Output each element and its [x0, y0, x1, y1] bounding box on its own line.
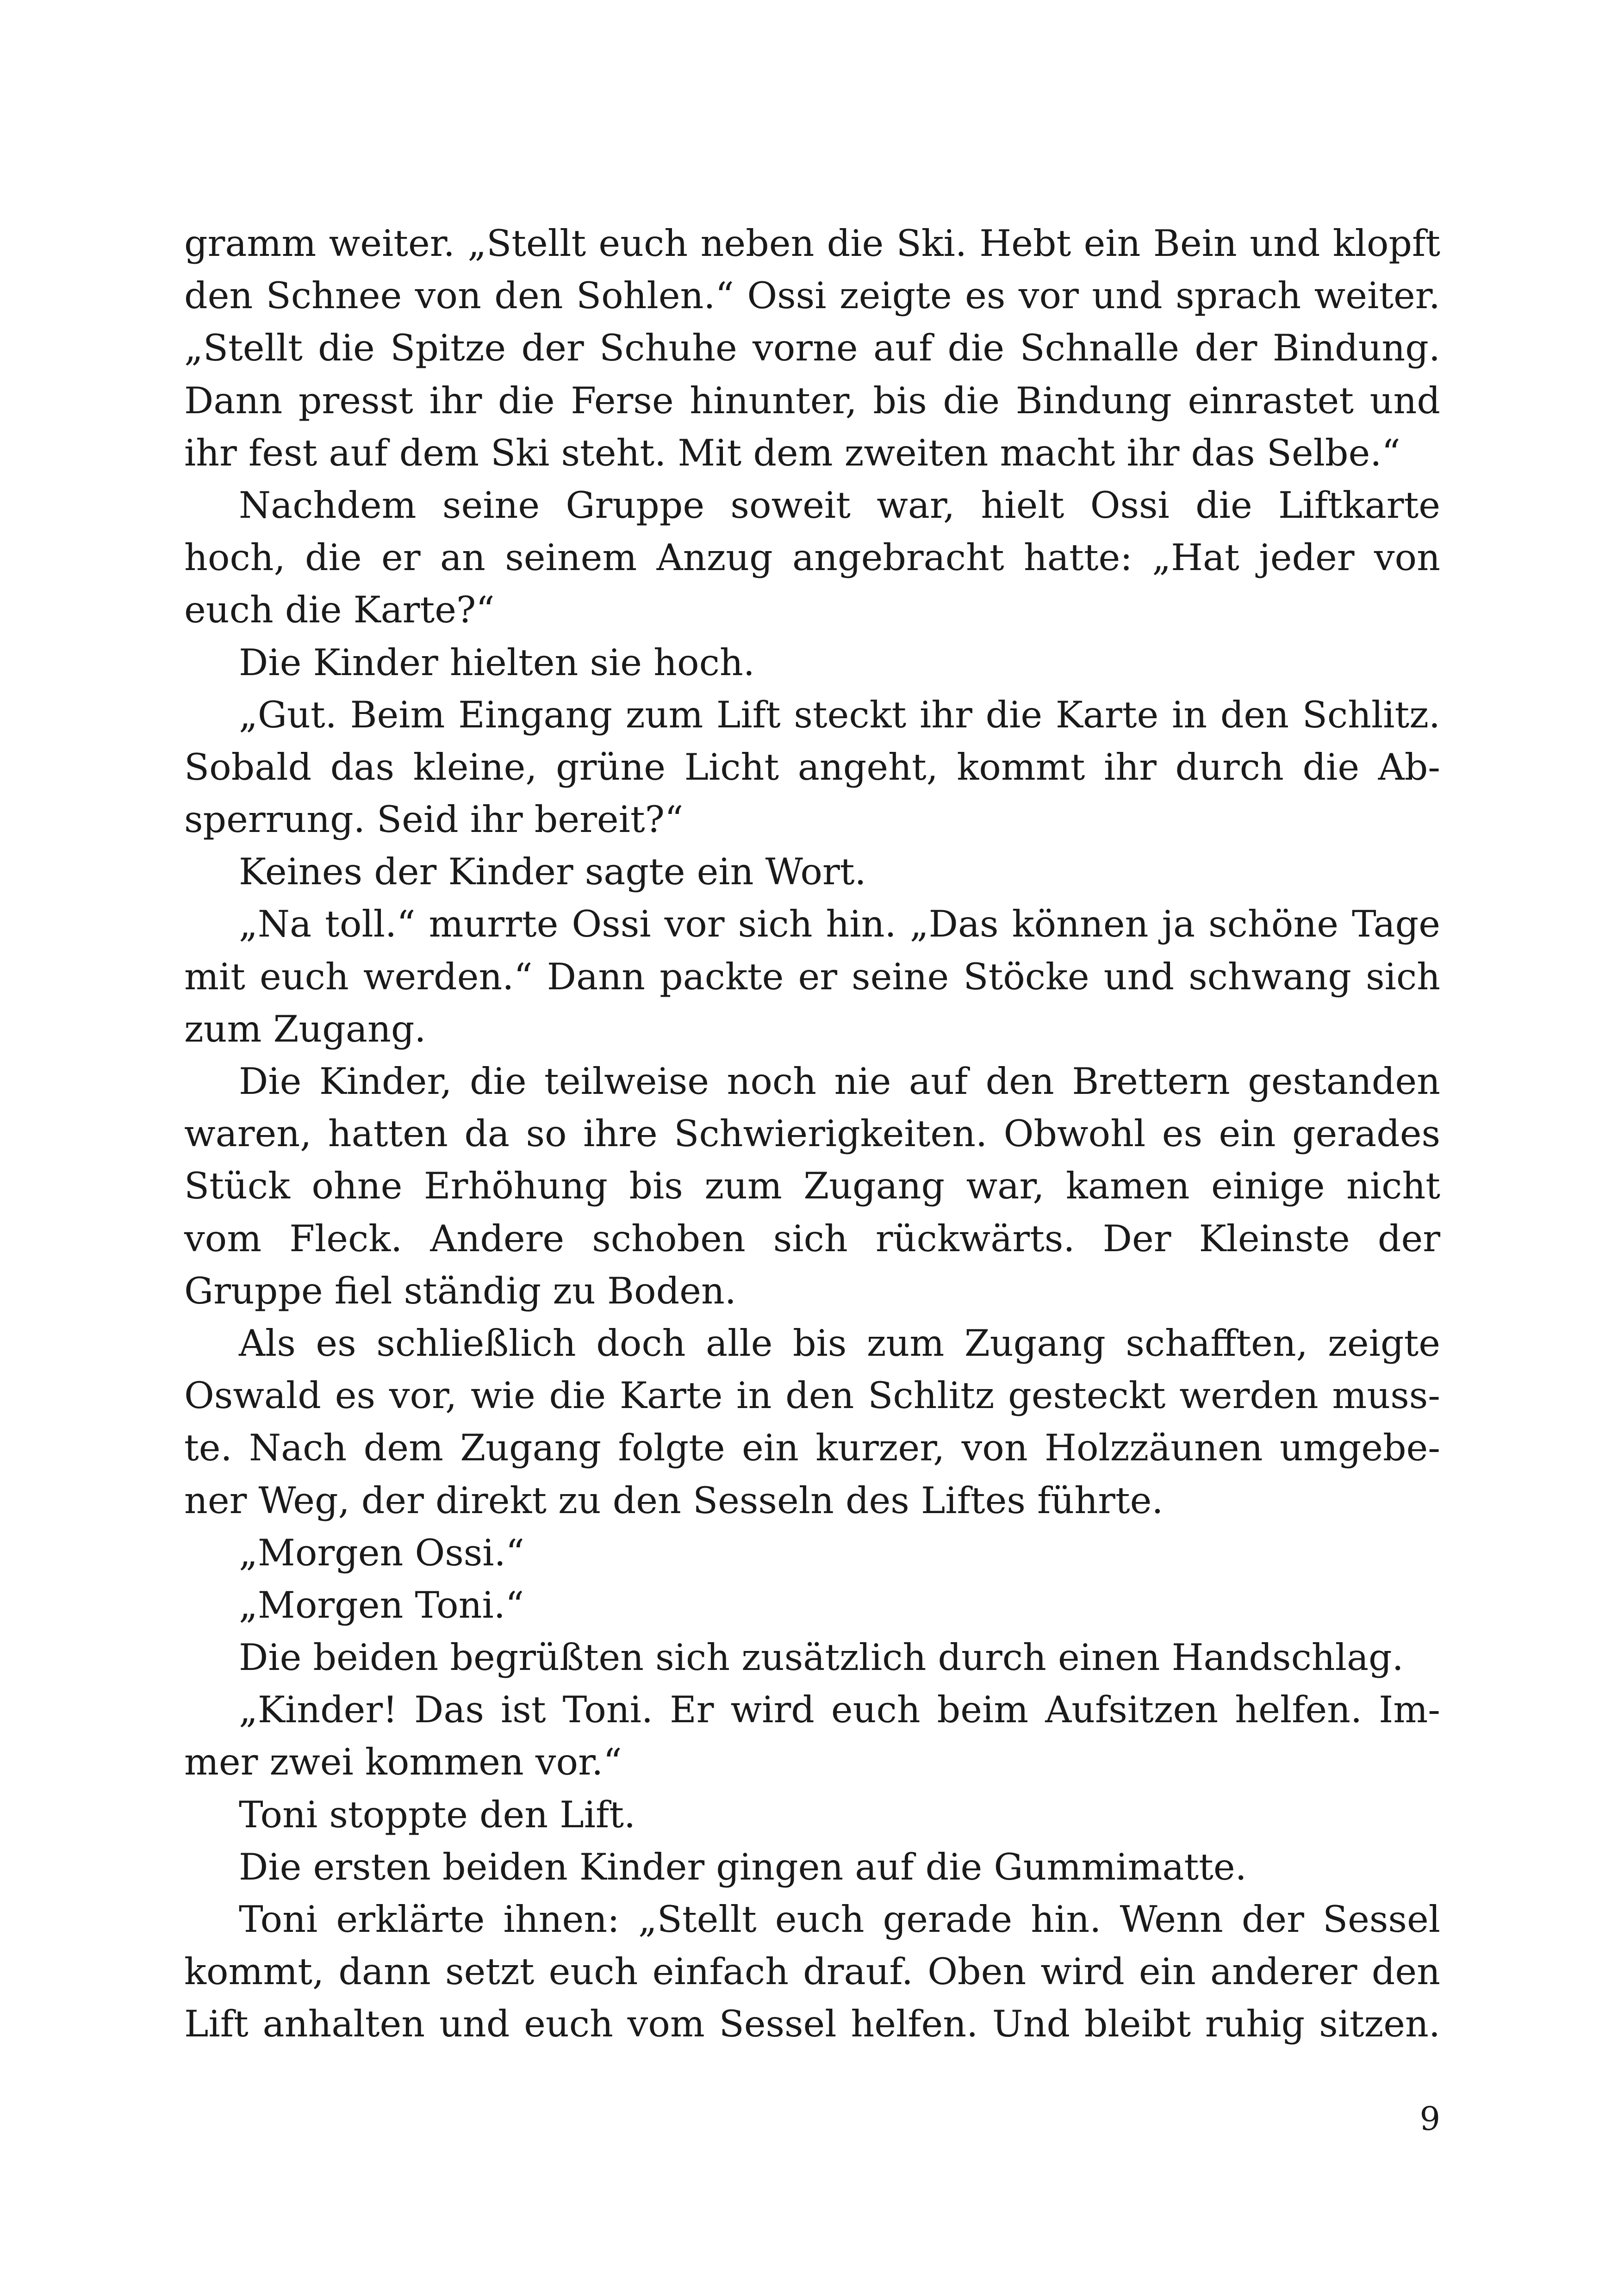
- text-line: Die Kinder hielten sie hoch.: [239, 641, 755, 684]
- body-text: [184, 217, 1440, 2051]
- text-line: Nachdem seine Gruppe soweit war, hielt Ossi die Liftkarte: [239, 484, 1440, 527]
- text-line: te. Nach dem Zugang folgte ein kurzer, von Holzzäunen umgebe-: [184, 1427, 1440, 1470]
- text-line: Sobald das kleine, grüne Licht angeht, kommt ihr durch die Ab-: [184, 745, 1440, 788]
- text-line: vom Fleck. Andere schoben sich rückwärts. Der Kleinste der: [184, 1217, 1440, 1260]
- text-line: mit euch werden.“ Dann packte er seine Stöcke und schwang sich: [184, 955, 1440, 998]
- text-line: „Stellt die Spitze der Schuhe vorne auf die Schnalle der Bindung.: [184, 327, 1440, 370]
- text-line: hoch, die er an seinem Anzug angebracht hatte: „Hat jeder von: [184, 536, 1440, 579]
- text-line: ner Weg, der direkt zu den Sesseln des Liftes führte.: [184, 1479, 1164, 1522]
- text-line: den Schnee von den Sohlen.“ Ossi zeigte es vor und sprach weiter.: [184, 274, 1440, 317]
- text-line: „Na toll.“ murrte Ossi vor sich hin. „Das können ja schöne Tage: [239, 903, 1440, 946]
- text-line: Lift anhalten und euch vom Sessel helfen. Und bleibt ruhig sitzen.: [184, 2003, 1440, 2046]
- text-line: „Kinder! Das ist Toni. Er wird euch beim Aufsitzen helfen. Im-: [239, 1688, 1440, 1731]
- page-number: 9: [1419, 2100, 1440, 2138]
- text-line: kommt, dann setzt euch einfach drauf. Oben wird ein anderer den: [184, 1950, 1440, 1993]
- text-line: „Gut. Beim Eingang zum Lift steckt ihr die Karte in den Schlitz.: [239, 693, 1440, 736]
- text-line: ihr fest auf dem Ski steht. Mit dem zweiten macht ihr das Selbe.“: [184, 431, 1400, 474]
- text-line: Dann presst ihr die Ferse hinunter, bis die Bindung einrastet und: [184, 379, 1440, 422]
- text-line: „Morgen Toni.“: [239, 1583, 524, 1626]
- text-line: Die beiden begrüßten sich zusätzlich durch einen Handschlag.: [239, 1636, 1404, 1679]
- text-line: sperrung. Seid ihr bereit?“: [184, 798, 684, 841]
- text-line: euch die Karte?“: [184, 589, 495, 632]
- text-line: mer zwei kommen vor.“: [184, 1741, 622, 1784]
- text-line: „Morgen Ossi.“: [239, 1531, 525, 1574]
- text-line: Keines der Kinder sagte ein Wort.: [239, 850, 866, 894]
- text-line: zum Zugang.: [184, 1007, 426, 1050]
- text-line: Toni stoppte den Lift.: [239, 1793, 636, 1836]
- text-line: Die ersten beiden Kinder gingen auf die Gummimatte.: [239, 1845, 1247, 1888]
- text-line: Toni erklärte ihnen: „Stellt euch gerade hin. Wenn der Sessel: [239, 1898, 1440, 1941]
- text-line: Die Kinder, die teilweise noch nie auf den Brettern gestanden: [239, 1060, 1440, 1103]
- text-line: waren, hatten da so ihre Schwierigkeiten. Obwohl es ein gerades: [184, 1112, 1440, 1155]
- text-line: Gruppe fiel ständig zu Boden.: [184, 1269, 736, 1312]
- text-line: Als es schließlich doch alle bis zum Zugang schafften, zeigte: [239, 1322, 1440, 1365]
- text-line: Oswald es vor, wie die Karte in den Schlitz gesteckt werden muss-: [184, 1374, 1440, 1417]
- text-line: gramm weiter. „Stellt euch neben die Ski. Hebt ein Bein und klopft: [184, 222, 1440, 265]
- text-line: Stück ohne Erhöhung bis zum Zugang war, kamen einige nicht: [184, 1165, 1440, 1208]
